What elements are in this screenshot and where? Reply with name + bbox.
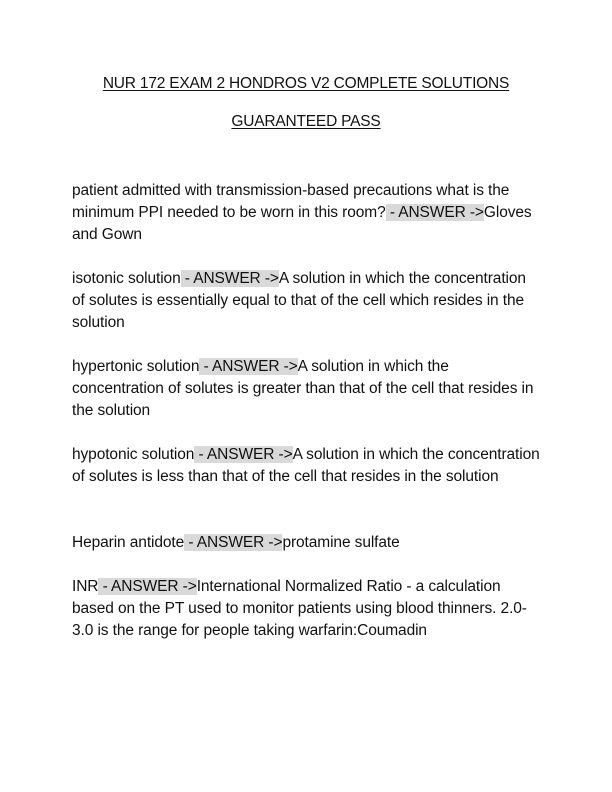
document-subtitle: GUARANTEED PASS <box>231 113 381 130</box>
answer-text: A solution in which the concentration of solutes is greater than that of the cell that resides in the solution <box>72 358 534 419</box>
qa-item <box>72 268 542 334</box>
question-text: hypertonic solution <box>72 358 200 375</box>
qa-item <box>72 444 542 488</box>
answer-text: International Normalized Ratio - a calculation based on the PT used to monitor patients using blood thinners. 2.0-3.0 is the range for people taking warfarin:Coumadin <box>72 578 527 639</box>
answer-text: protamine sulfate <box>282 534 400 551</box>
answer-text: A solution in which the concentration of solutes is essentially equal to that of the cell which resides in the solution <box>72 270 526 331</box>
question-text: isotonic solution <box>72 270 181 287</box>
document-title: NUR 172 EXAM 2 HONDROS V2 COMPLETE SOLUTIONS <box>102 75 510 92</box>
question-text: Heparin antidote <box>72 534 185 551</box>
qa-item <box>72 532 542 554</box>
answer-marker: - ANSWER -> <box>385 204 484 221</box>
qa-item <box>72 576 542 642</box>
answer-text: Gloves and Gown <box>72 204 532 243</box>
qa-item <box>72 180 542 246</box>
answer-marker: - ANSWER -> <box>194 446 293 463</box>
answer-text: A solution in which the concentration of solutes is less than that of the cell that resides in the solution <box>72 446 540 485</box>
question-text: INR <box>72 578 99 595</box>
answer-marker: - ANSWER -> <box>98 578 197 595</box>
question-text: hypotonic solution <box>72 446 195 463</box>
answer-marker: - ANSWER -> <box>199 358 298 375</box>
qa-item <box>72 356 542 422</box>
question-text: patient admitted with transmission-based precautions what is the minimum PPI needed to be worn in this room? <box>72 182 510 221</box>
answer-marker: - ANSWER -> <box>180 270 279 287</box>
answer-marker: - ANSWER -> <box>184 534 283 551</box>
